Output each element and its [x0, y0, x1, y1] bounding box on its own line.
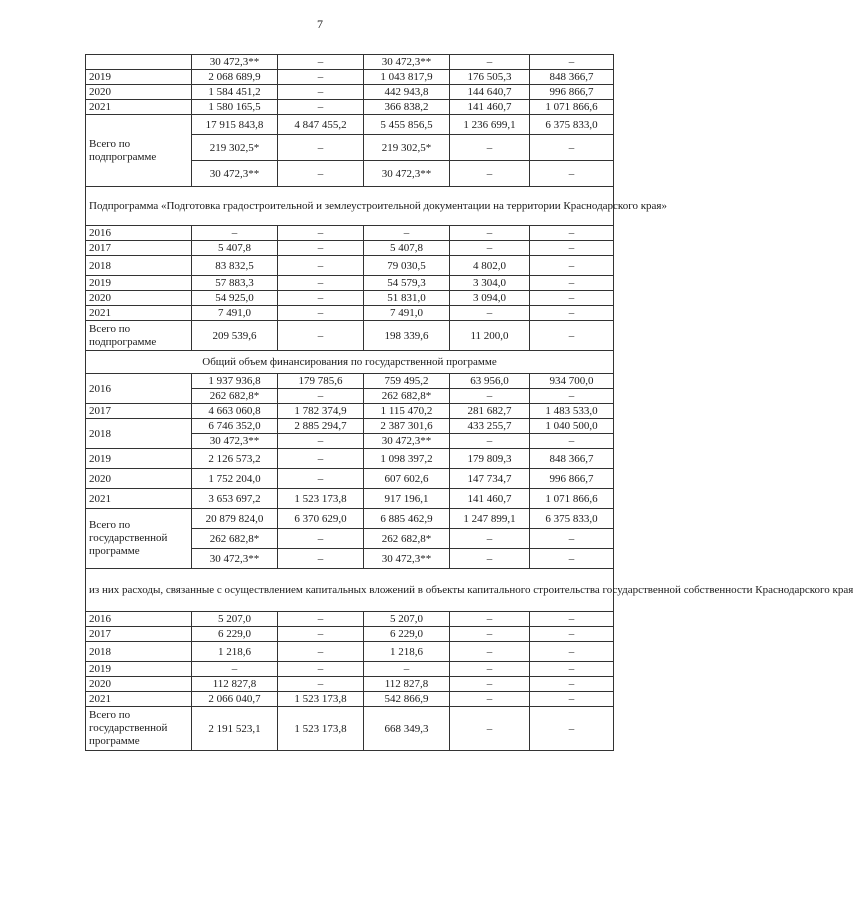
table-cell: – — [278, 627, 364, 642]
table-cell: – — [192, 226, 278, 241]
year-cell: 2017 — [86, 404, 192, 419]
table-cell: – — [530, 306, 614, 321]
table-cell: – — [530, 161, 614, 187]
table-cell: 54 925,0 — [192, 291, 278, 306]
table-cell: – — [530, 135, 614, 161]
year-cell: 2020 — [86, 469, 192, 489]
table-cell: 2 068 689,9 — [192, 70, 278, 85]
table-row — [86, 306, 614, 321]
year-cell: 2019 — [86, 662, 192, 677]
year-cell: 2021 — [86, 489, 192, 509]
table-cell: – — [530, 226, 614, 241]
table-cell: 30 472,3** — [192, 55, 278, 70]
table-cell: 144 640,7 — [450, 85, 530, 100]
table-row — [86, 55, 614, 70]
subprogram-total-label: Всего по подпрограмме — [86, 321, 192, 351]
table-cell: 1 218,6 — [192, 642, 278, 662]
table-cell: 11 200,0 — [450, 321, 530, 351]
table-cell: – — [530, 389, 614, 404]
table-cell: – — [450, 161, 530, 187]
table-cell: 3 304,0 — [450, 276, 530, 291]
table-cell: 79 030,5 — [364, 256, 450, 276]
table-cell: 1 218,6 — [364, 642, 450, 662]
section-row — [86, 187, 614, 226]
table-cell: 366 838,2 — [364, 100, 450, 115]
table-cell: 20 879 824,0 — [192, 509, 278, 529]
table-cell: 1 071 866,6 — [530, 100, 614, 115]
table-cell: 848 366,7 — [530, 449, 614, 469]
table-cell: – — [530, 291, 614, 306]
table-cell: – — [450, 389, 530, 404]
table-cell: 1 523 173,8 — [278, 707, 364, 751]
table-cell: 6 370 629,0 — [278, 509, 364, 529]
table-cell: 1 247 899,1 — [450, 509, 530, 529]
table-cell: 6 229,0 — [192, 627, 278, 642]
table-cell: 5 207,0 — [364, 612, 450, 627]
subprogram-total-label: Всего по подпрограмме — [86, 115, 192, 187]
table-cell: – — [278, 449, 364, 469]
table-cell: – — [530, 55, 614, 70]
year-cell: 2018 — [86, 642, 192, 662]
section-title-capital: из них расходы, связанные с осуществлением капитальных вложений в объекты капитального строительства государственной собственности Краснодарского края — [86, 569, 614, 612]
table-cell: – — [530, 241, 614, 256]
table-cell: 4 663 060,8 — [192, 404, 278, 419]
table-cell: 6 746 352,0 — [192, 419, 278, 434]
table-cell: 2 066 040,7 — [192, 692, 278, 707]
table-row — [86, 627, 614, 642]
table-cell: 2 885 294,7 — [278, 419, 364, 434]
table-cell: 179 809,3 — [450, 449, 530, 469]
table-cell: – — [278, 241, 364, 256]
year-cell: 2021 — [86, 100, 192, 115]
table-row — [86, 449, 614, 469]
year-cell: 2018 — [86, 419, 192, 449]
table-cell: – — [278, 642, 364, 662]
table-row — [86, 662, 614, 677]
financing-table — [85, 54, 853, 751]
year-cell: 2016 — [86, 612, 192, 627]
table-row — [86, 321, 614, 351]
table-cell: 1 580 165,5 — [192, 100, 278, 115]
table-row — [86, 404, 614, 419]
table-cell: – — [278, 70, 364, 85]
year-cell: 2020 — [86, 677, 192, 692]
table-cell: 141 460,7 — [450, 489, 530, 509]
table-cell: – — [530, 256, 614, 276]
year-cell: 2017 — [86, 241, 192, 256]
table-cell: – — [450, 642, 530, 662]
table-row — [86, 100, 614, 115]
table-cell: 209 539,6 — [192, 321, 278, 351]
table-cell: – — [530, 627, 614, 642]
table-cell: – — [450, 135, 530, 161]
year-cell: 2019 — [86, 449, 192, 469]
table-cell: 7 491,0 — [192, 306, 278, 321]
table-cell: 262 682,8* — [364, 389, 450, 404]
table-cell: 6 229,0 — [364, 627, 450, 642]
table-cell: – — [530, 692, 614, 707]
table-cell: – — [364, 662, 450, 677]
table-cell: 6 375 833,0 — [530, 115, 614, 135]
table-cell: 30 472,3** — [364, 55, 450, 70]
table-row — [86, 374, 614, 389]
table-row — [86, 70, 614, 85]
table-cell: 668 349,3 — [364, 707, 450, 751]
table-cell: – — [278, 529, 364, 549]
table-cell: 57 883,3 — [192, 276, 278, 291]
table-cell: – — [530, 612, 614, 627]
table-row — [86, 226, 614, 241]
table-cell: 112 827,8 — [364, 677, 450, 692]
table-cell: 17 915 843,8 — [192, 115, 278, 135]
table-cell: – — [192, 662, 278, 677]
table-cell: 30 472,3** — [192, 434, 278, 449]
table-cell: 63 956,0 — [450, 374, 530, 389]
table-cell: 1 483 533,0 — [530, 404, 614, 419]
table-cell: 433 255,7 — [450, 419, 530, 434]
table-row — [86, 677, 614, 692]
table-cell: – — [278, 226, 364, 241]
table-cell: 5 407,8 — [364, 241, 450, 256]
year-cell: 2016 — [86, 374, 192, 404]
table-cell: – — [450, 707, 530, 751]
table-cell: 2 387 301,6 — [364, 419, 450, 434]
table-cell: – — [364, 226, 450, 241]
table-cell: 848 366,7 — [530, 70, 614, 85]
year-cell: 2016 — [86, 226, 192, 241]
table-cell: – — [450, 549, 530, 569]
table-cell: – — [450, 677, 530, 692]
table-cell: 5 407,8 — [192, 241, 278, 256]
table-cell: 30 472,3** — [364, 434, 450, 449]
table-cell: – — [450, 241, 530, 256]
table-row — [86, 291, 614, 306]
table-cell: 934 700,0 — [530, 374, 614, 389]
table-cell: – — [530, 529, 614, 549]
table-cell: 30 472,3** — [364, 549, 450, 569]
table-cell: 147 734,7 — [450, 469, 530, 489]
table-cell: – — [278, 612, 364, 627]
empty-label-cell — [86, 55, 192, 70]
table-row — [86, 241, 614, 256]
year-cell: 2017 — [86, 627, 192, 642]
table-cell: – — [450, 692, 530, 707]
table-cell: 917 196,1 — [364, 489, 450, 509]
table-cell: – — [450, 612, 530, 627]
table-cell: – — [278, 161, 364, 187]
year-cell: 2020 — [86, 291, 192, 306]
year-cell: 2021 — [86, 692, 192, 707]
table-cell: 1 098 397,2 — [364, 449, 450, 469]
table-cell: – — [278, 135, 364, 161]
table-cell: – — [450, 627, 530, 642]
table-cell: – — [530, 549, 614, 569]
table-cell: 6 885 462,9 — [364, 509, 450, 529]
table-row — [86, 642, 614, 662]
table-cell: 112 827,8 — [192, 677, 278, 692]
table-cell: 1 752 204,0 — [192, 469, 278, 489]
table-row — [86, 276, 614, 291]
table-cell: – — [278, 677, 364, 692]
table-cell: 141 460,7 — [450, 100, 530, 115]
table-cell: 262 682,8* — [192, 389, 278, 404]
table-cell: 83 832,5 — [192, 256, 278, 276]
table-cell: 1 040 500,0 — [530, 419, 614, 434]
table-cell: – — [278, 434, 364, 449]
program-total-label: Всего по государственной программе — [86, 707, 192, 751]
page-number: 7 — [317, 17, 323, 31]
table-cell: – — [530, 434, 614, 449]
year-cell: 2021 — [86, 306, 192, 321]
table-cell: 30 472,3** — [192, 161, 278, 187]
table-cell: 30 472,3** — [364, 161, 450, 187]
table-cell: – — [278, 55, 364, 70]
table-cell: 262 682,8* — [192, 529, 278, 549]
table-cell: – — [530, 276, 614, 291]
table-cell: 4 802,0 — [450, 256, 530, 276]
table-cell: – — [278, 306, 364, 321]
table-cell: 54 579,3 — [364, 276, 450, 291]
table-row — [86, 707, 614, 751]
program-total-label: Всего по государственной программе — [86, 509, 192, 569]
table-cell: 198 339,6 — [364, 321, 450, 351]
table-cell: 5 455 856,5 — [364, 115, 450, 135]
table-cell: 542 866,9 — [364, 692, 450, 707]
table-row — [86, 85, 614, 100]
table-cell: 219 302,5* — [192, 135, 278, 161]
table-cell: 996 866,7 — [530, 469, 614, 489]
table-cell: 5 207,0 — [192, 612, 278, 627]
table-cell: 1 523 173,8 — [278, 489, 364, 509]
table-cell: 2 191 523,1 — [192, 707, 278, 751]
table-row — [86, 256, 614, 276]
table-cell: 1 115 470,2 — [364, 404, 450, 419]
section-row — [86, 569, 614, 612]
table-cell: 176 505,3 — [450, 70, 530, 85]
table-cell: 1 937 936,8 — [192, 374, 278, 389]
table-cell: – — [278, 256, 364, 276]
table-cell: 219 302,5* — [364, 135, 450, 161]
table-cell: – — [278, 276, 364, 291]
table-cell: 2 126 573,2 — [192, 449, 278, 469]
table-cell: – — [450, 434, 530, 449]
table-row — [86, 115, 614, 135]
year-cell: 2020 — [86, 85, 192, 100]
table-cell: 7 491,0 — [364, 306, 450, 321]
table-cell: 1 523 173,8 — [278, 692, 364, 707]
table-cell: 1 236 699,1 — [450, 115, 530, 135]
table-cell: 179 785,6 — [278, 374, 364, 389]
table-cell: 1 584 451,2 — [192, 85, 278, 100]
table-cell: – — [530, 321, 614, 351]
section-title-subprogram: Подпрограмма «Подготовка градостроительной и землеустроительной документации на территории Краснодарского края» — [86, 187, 614, 226]
table-cell: 1 043 817,9 — [364, 70, 450, 85]
table-row — [86, 469, 614, 489]
table-row — [86, 419, 614, 434]
table-cell: 3 653 697,2 — [192, 489, 278, 509]
table-cell: 1 071 866,6 — [530, 489, 614, 509]
table-cell: – — [450, 662, 530, 677]
table-cell: – — [278, 389, 364, 404]
table-cell: 6 375 833,0 — [530, 509, 614, 529]
table-cell: 759 495,2 — [364, 374, 450, 389]
table-cell: – — [530, 677, 614, 692]
table-cell: – — [278, 321, 364, 351]
section-title-program-total: Общий объем финансирования по государственной программе — [86, 351, 614, 374]
table-cell: – — [278, 85, 364, 100]
section-row — [86, 351, 614, 374]
table-cell: – — [530, 642, 614, 662]
table-cell: – — [278, 662, 364, 677]
table-cell: 30 472,3** — [192, 549, 278, 569]
table-cell: – — [278, 549, 364, 569]
table-cell: 1 782 374,9 — [278, 404, 364, 419]
table-cell: 51 831,0 — [364, 291, 450, 306]
table-cell: 262 682,8* — [364, 529, 450, 549]
table-cell: – — [450, 529, 530, 549]
table-row — [86, 509, 614, 529]
table-cell: 607 602,6 — [364, 469, 450, 489]
table-cell: 442 943,8 — [364, 85, 450, 100]
year-cell: 2019 — [86, 276, 192, 291]
table-cell: 281 682,7 — [450, 404, 530, 419]
year-cell: 2018 — [86, 256, 192, 276]
table-cell: 3 094,0 — [450, 291, 530, 306]
table-cell: – — [530, 662, 614, 677]
table-cell: – — [278, 291, 364, 306]
table-row — [86, 692, 614, 707]
table-cell: – — [450, 306, 530, 321]
table-cell: 4 847 455,2 — [278, 115, 364, 135]
table-cell: – — [530, 707, 614, 751]
table-cell: 996 866,7 — [530, 85, 614, 100]
table-row — [86, 612, 614, 627]
table-cell: – — [278, 100, 364, 115]
table-cell: – — [450, 55, 530, 70]
year-cell: 2019 — [86, 70, 192, 85]
table-cell: – — [450, 226, 530, 241]
table-cell: – — [278, 469, 364, 489]
table-row — [86, 489, 614, 509]
